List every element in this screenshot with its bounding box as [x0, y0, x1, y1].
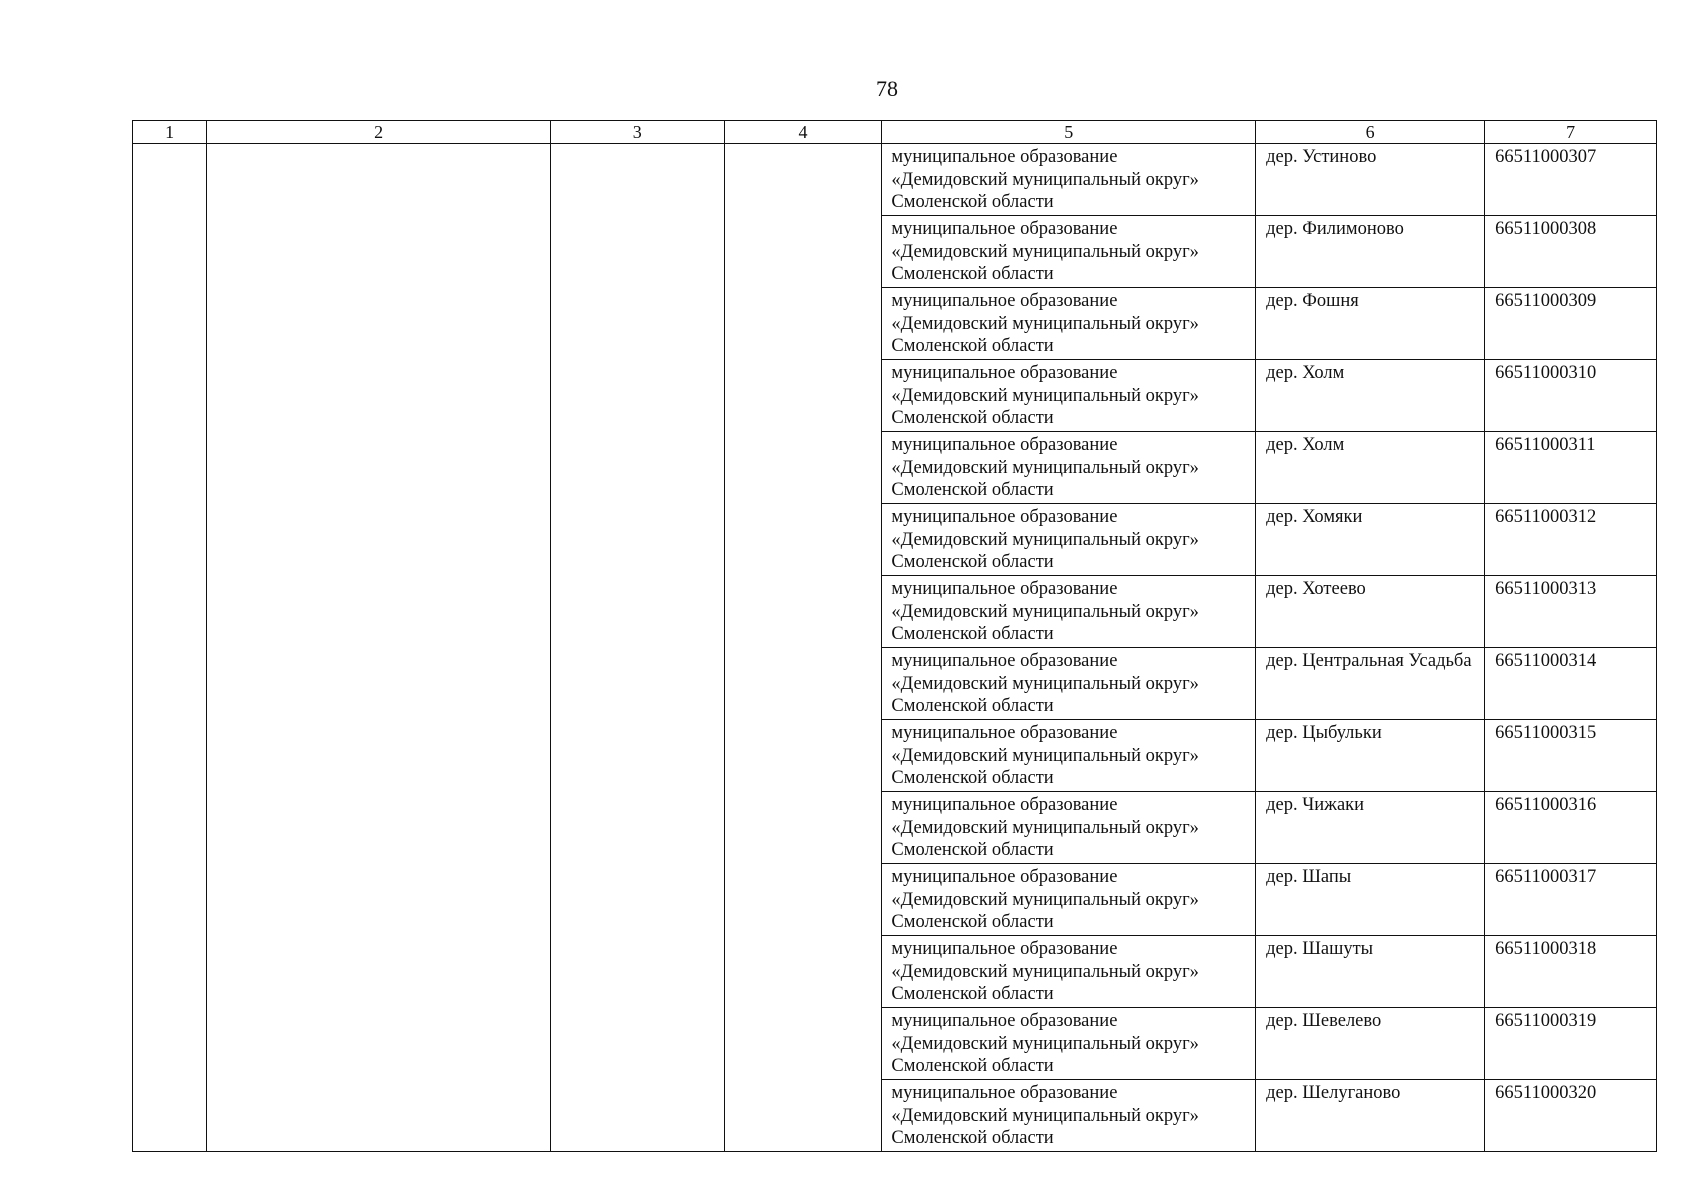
column-header-6: 6: [1256, 121, 1485, 144]
municipality-line: Смоленской области: [891, 768, 1054, 788]
settlement-cell: [1256, 288, 1485, 360]
settlement-cell: [1256, 648, 1485, 720]
table-row: [133, 144, 1657, 216]
municipality-cell: [882, 144, 1256, 216]
column-header-5: 5: [882, 121, 1256, 144]
oktmo-code: 66511000319: [1495, 1011, 1597, 1031]
municipality-cell: [882, 648, 1256, 720]
municipality-line: муниципальное образование: [891, 579, 1118, 599]
settlement-cell: [1256, 360, 1485, 432]
oktmo-code: 66511000307: [1495, 147, 1597, 167]
column-number-row: [133, 121, 1657, 144]
oktmo-code: 66511000311: [1495, 435, 1596, 455]
code-cell: [1485, 648, 1657, 720]
municipality-line: муниципальное образование: [891, 651, 1118, 671]
settlement-cell: [1256, 504, 1485, 576]
municipality-line: «Демидовский муниципальный округ»: [891, 1105, 1199, 1126]
settlement-cell: [1256, 144, 1485, 216]
municipality-line: Смоленской области: [891, 264, 1054, 284]
settlement-name: дер. Цыбульки: [1266, 723, 1382, 743]
municipality-line: «Демидовский муниципальный округ»: [891, 961, 1199, 982]
settlement-cell: [1256, 1008, 1485, 1080]
code-cell: [1485, 288, 1657, 360]
municipality-cell: [882, 792, 1256, 864]
code-cell: [1485, 1008, 1657, 1080]
settlement-name: дер. Холм: [1266, 363, 1345, 383]
municipality-line: муниципальное образование: [891, 435, 1118, 455]
page-number: 78: [876, 76, 898, 101]
municipality-line: Смоленской области: [891, 984, 1054, 1004]
municipality-line: «Демидовский муниципальный округ»: [891, 385, 1199, 406]
settlement-name: дер. Фошня: [1266, 291, 1359, 311]
municipality-line: Смоленской области: [891, 336, 1054, 356]
municipality-line: «Демидовский муниципальный округ»: [891, 313, 1199, 334]
column-header-2: 2: [207, 121, 551, 144]
code-cell: [1485, 216, 1657, 288]
municipality-cell: [882, 504, 1256, 576]
settlement-name: дер. Шевелево: [1266, 1011, 1382, 1031]
municipality-line: муниципальное образование: [891, 147, 1118, 167]
code-cell: [1485, 144, 1657, 216]
municipality-line: «Демидовский муниципальный округ»: [891, 529, 1199, 550]
settlement-name: дер. Холм: [1266, 435, 1345, 455]
settlement-cell: [1256, 576, 1485, 648]
settlement-cell: [1256, 792, 1485, 864]
settlement-name: дер. Хомяки: [1266, 507, 1363, 527]
municipality-line: муниципальное образование: [891, 795, 1118, 815]
municipality-line: «Демидовский муниципальный округ»: [891, 817, 1199, 838]
municipality-cell: [882, 720, 1256, 792]
municipality-cell: [882, 864, 1256, 936]
municipality-line: Смоленской области: [891, 480, 1054, 500]
municipality-line: Смоленской области: [891, 1128, 1054, 1148]
municipality-line: Смоленской области: [891, 1056, 1054, 1076]
municipality-line: муниципальное образование: [891, 219, 1118, 239]
settlement-cell: [1256, 432, 1485, 504]
municipality-cell: [882, 576, 1256, 648]
column-3-cell: [550, 144, 724, 1152]
oktmo-code: 66511000316: [1495, 795, 1597, 815]
settlement-name: дер. Филимоново: [1266, 219, 1404, 239]
municipality-line: Смоленской области: [891, 192, 1054, 212]
oktmo-code: 66511000320: [1495, 1083, 1597, 1103]
code-cell: [1485, 504, 1657, 576]
municipality-line: Смоленской области: [891, 696, 1054, 716]
oktmo-code: 66511000309: [1495, 291, 1597, 311]
settlement-name: дер. Хотеево: [1266, 579, 1366, 599]
municipality-line: «Демидовский муниципальный округ»: [891, 601, 1199, 622]
settlement-name: дер. Шелуганово: [1266, 1083, 1401, 1103]
column-header-3: 3: [550, 121, 724, 144]
municipality-line: муниципальное образование: [891, 723, 1118, 743]
oktmo-code: 66511000315: [1495, 723, 1597, 743]
municipality-line: Смоленской области: [891, 408, 1054, 428]
oktmo-code: 66511000313: [1495, 579, 1597, 599]
column-2-cell: [207, 144, 551, 1152]
municipality-line: «Демидовский муниципальный округ»: [891, 169, 1199, 190]
municipality-line: Смоленской области: [891, 840, 1054, 860]
settlement-cell: [1256, 864, 1485, 936]
oktmo-code: 66511000310: [1495, 363, 1597, 383]
municipality-line: муниципальное образование: [891, 363, 1118, 383]
municipality-cell: [882, 216, 1256, 288]
code-cell: [1485, 792, 1657, 864]
municipality-line: муниципальное образование: [891, 867, 1118, 887]
oktmo-code: 66511000312: [1495, 507, 1597, 527]
code-cell: [1485, 720, 1657, 792]
municipality-cell: [882, 432, 1256, 504]
settlement-name: дер. Шапы: [1266, 867, 1352, 887]
settlement-cell: [1256, 936, 1485, 1008]
oktmo-code: 66511000317: [1495, 867, 1597, 887]
settlement-name: дер. Устиново: [1266, 147, 1377, 167]
code-cell: [1485, 432, 1657, 504]
municipality-line: Смоленской области: [891, 912, 1054, 932]
municipality-cell: [882, 360, 1256, 432]
municipality-line: «Демидовский муниципальный округ»: [891, 673, 1199, 694]
municipality-cell: [882, 1080, 1256, 1152]
municipality-cell: [882, 288, 1256, 360]
column-1-cell: [133, 144, 207, 1152]
settlement-cell: [1256, 216, 1485, 288]
table-body: [133, 144, 1657, 1152]
oktmo-code: 66511000318: [1495, 939, 1597, 959]
municipality-line: муниципальное образование: [891, 507, 1118, 527]
municipality-line: «Демидовский муниципальный округ»: [891, 241, 1199, 262]
municipality-line: Смоленской области: [891, 624, 1054, 644]
settlement-cell: [1256, 1080, 1485, 1152]
code-cell: [1485, 576, 1657, 648]
column-header-4: 4: [724, 121, 882, 144]
municipality-line: «Демидовский муниципальный округ»: [891, 889, 1199, 910]
municipality-line: «Демидовский муниципальный округ»: [891, 1033, 1199, 1054]
code-cell: [1485, 360, 1657, 432]
municipality-line: муниципальное образование: [891, 1011, 1118, 1031]
municipality-line: муниципальное образование: [891, 1083, 1118, 1103]
settlement-name: дер. Чижаки: [1266, 795, 1365, 815]
municipality-line: Смоленской области: [891, 552, 1054, 572]
municipality-cell: [882, 1008, 1256, 1080]
code-cell: [1485, 1080, 1657, 1152]
code-cell: [1485, 936, 1657, 1008]
municipality-line: «Демидовский муниципальный округ»: [891, 457, 1199, 478]
municipality-cell: [882, 936, 1256, 1008]
column-4-cell: [724, 144, 882, 1152]
municipality-line: муниципальное образование: [891, 939, 1118, 959]
settlement-cell: [1256, 720, 1485, 792]
settlement-name: дер. Центральная Усадьба: [1266, 651, 1472, 671]
municipality-line: «Демидовский муниципальный округ»: [891, 745, 1199, 766]
municipality-line: муниципальное образование: [891, 291, 1118, 311]
column-header-7: 7: [1485, 121, 1657, 144]
column-header-1: 1: [133, 121, 207, 144]
oktmo-code: 66511000308: [1495, 219, 1597, 239]
oktmo-code: 66511000314: [1495, 651, 1597, 671]
settlement-name: дер. Шашуты: [1266, 939, 1374, 959]
settlements-table: [132, 120, 1657, 1152]
code-cell: [1485, 864, 1657, 936]
